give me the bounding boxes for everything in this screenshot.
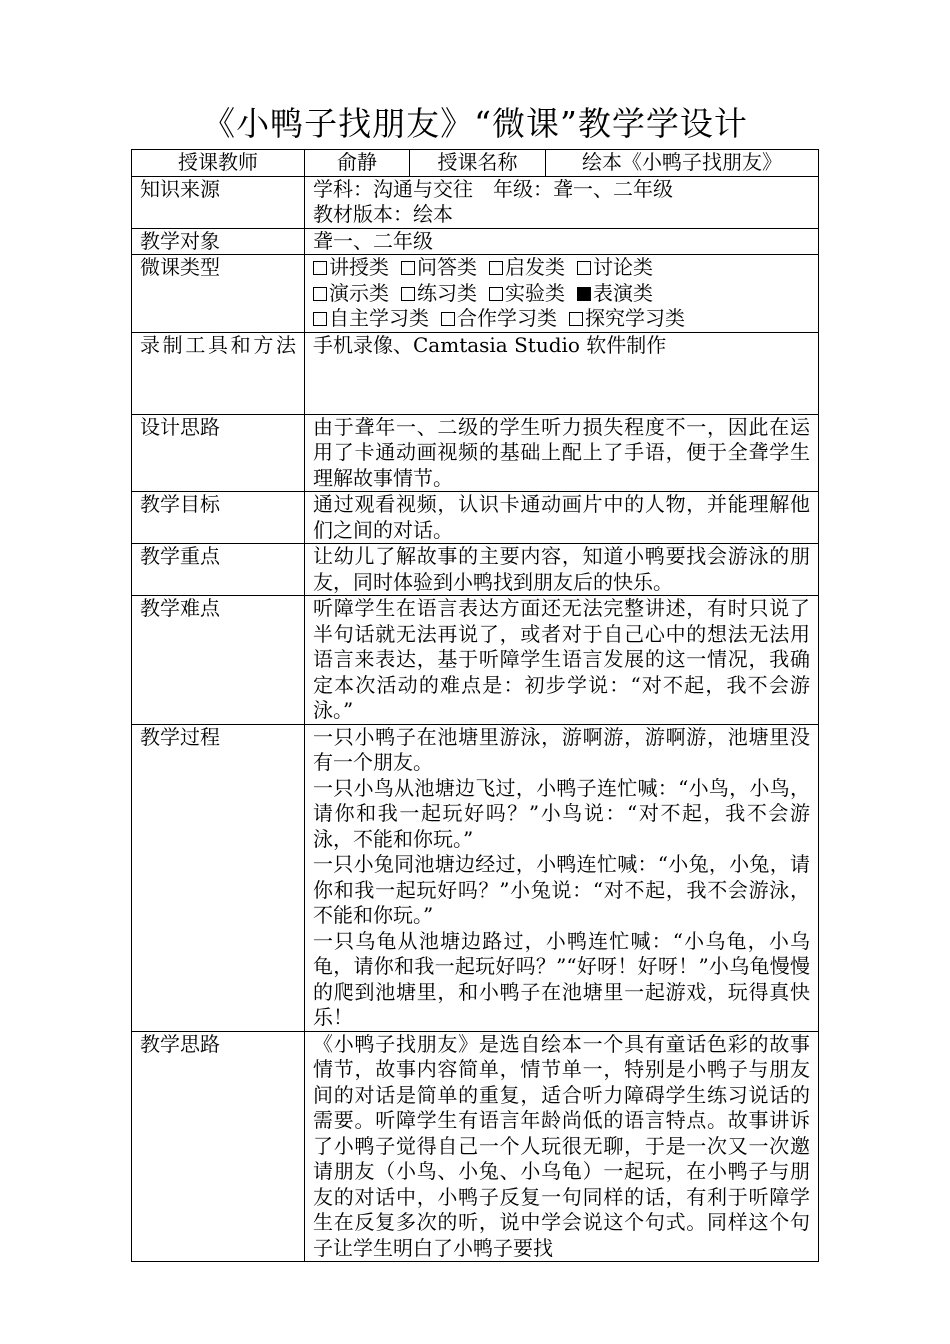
option-lecture[interactable]: 讲授类 [313,255,389,279]
process-paragraph: 一只乌龟从池塘边路过，小鸭连忙喊：“小乌龟，小乌龟，请你和我一起玩好吗？”“好呀！好呀！”小乌龟慢慢的爬到池塘里，和小鸭子在池塘里一起游戏，玩得真快乐！ [313,928,810,1029]
option-practice[interactable]: 练习类 [401,281,477,305]
difficulty-label: 教学难点 [132,596,305,725]
checkbox-icon [313,312,327,326]
tools-label: 录制工具和方法 [132,332,305,414]
option-qa[interactable]: 问答类 [401,255,477,279]
type-options [305,255,819,333]
process-value [305,724,819,1031]
design-label: 设计思路 [132,414,305,492]
type-options-line-1 [313,255,810,281]
checkbox-icon [569,312,583,326]
option-performance[interactable]: 表演类 [577,281,653,305]
audience-row [132,228,819,255]
audience-label: 教学对象 [132,228,305,255]
checkbox-icon [401,287,415,301]
type-options-line-3 [313,306,810,332]
option-cooperative[interactable]: 合作学习类 [441,306,557,330]
process-row [132,724,819,1031]
type-options-line-2 [313,281,810,307]
option-experiment[interactable]: 实验类 [489,281,565,305]
focus-row [132,544,819,596]
focus-value: 让幼儿了解故事的主要内容，知道小鸭要找会游泳的朋友，同时体验到小鸭找到朋友后的快乐。 [305,544,819,596]
checkbox-icon [577,261,591,275]
difficulty-value: 听障学生在语言表达方面还无法完整讲述，有时只说了半句话就无法再说了，或者对于自己心中的想法无法用语言来表达，基于听障学生语言发展的这一情况，我确定本次活动的难点是：初步学说：“对不起，我不会游泳。” [305,596,819,725]
teacher-label: 授课教师 [132,150,305,177]
option-heuristic[interactable]: 启发类 [489,255,565,279]
option-demo[interactable]: 演示类 [313,281,389,305]
checkbox-icon [313,261,327,275]
knowledge-source-row [132,176,819,228]
checkbox-icon [401,261,415,275]
type-label: 微课类型 [132,255,305,333]
design-row [132,414,819,492]
type-row [132,255,819,333]
page-title: 《小鸭子找朋友》“微课”教学学设计 [202,104,748,143]
design-value: 由于聋年一、二级的学生听力损失程度不一，因此在运用了卡通动画视频的基础上配上了手语，便于全聋学生理解故事情节。 [305,414,819,492]
textbook-line: 教材版本：绘本 [313,202,453,226]
process-label: 教学过程 [132,724,305,1031]
course-label: 授课名称 [410,150,546,177]
tools-row [132,332,819,414]
knowledge-source-value [305,176,819,228]
course-name: 绘本《小鸭子找朋友》 [546,150,819,177]
option-inquiry[interactable]: 探究学习类 [569,306,685,330]
thinking-value: 《小鸭子找朋友》是选自绘本一个具有童话色彩的故事情节，故事内容简单，情节单一，特别是小鸭子与朋友间的对话是简单的重复，适合听力障碍学生练习说话的需要。听障学生有语言年龄尚低的语言特点。故事讲诉了小鸭子觉得自己一个人玩很无聊，于是一次又一次邀请朋友（小鸟、小兔、小乌龟）一起玩，在小鸭子与朋友的对话中，小鸭子反复一句同样的话，有利于听障学生在反复多次的听，说中学会说这个句式。同样这个句子让学生明白了小鸭子要找 [305,1031,819,1262]
teacher-name: 俞静 [305,150,410,177]
option-self-study[interactable]: 自主学习类 [313,306,429,330]
thinking-label: 教学思路 [132,1031,305,1262]
checkbox-icon [313,287,327,301]
process-paragraph: 一只小鸭子在池塘里游泳，游啊游，游啊游，池塘里没有一个朋友。 [313,724,810,774]
thinking-row [132,1031,819,1262]
checkbox-icon [489,287,503,301]
goal-value: 通过观看视频，认识卡通动画片中的人物，并能理解他们之间的对话。 [305,492,819,544]
process-paragraph: 一只小鸟从池塘边飞过，小鸭子连忙喊：“小鸟，小鸟，请你和我一起玩好吗？”小鸟说：“对不起，我不会游泳，不能和你玩。” [313,775,810,851]
goal-label: 教学目标 [132,492,305,544]
audience-value: 聋一、二年级 [305,228,819,255]
difficulty-row [132,596,819,725]
checked-checkbox-icon [577,287,591,301]
subject-grade-line: 学科：沟通与交往 年级：聋一、二年级 [313,176,673,201]
tools-value: 手机录像、Camtasia Studio 软件制作 [305,332,819,414]
option-discussion[interactable]: 讨论类 [577,255,653,279]
checkbox-icon [489,261,503,275]
checkbox-icon [441,312,455,326]
header-row [132,150,819,177]
process-paragraph: 一只小兔同池塘边经过，小鸭连忙喊：“小兔，小兔，请你和我一起玩好吗？”小兔说：“对不起，我不会游泳，不能和你玩。” [313,852,810,927]
focus-label: 教学重点 [132,544,305,596]
lesson-design-table [131,149,819,1262]
knowledge-source-label: 知识来源 [132,176,305,228]
goal-row [132,492,819,544]
